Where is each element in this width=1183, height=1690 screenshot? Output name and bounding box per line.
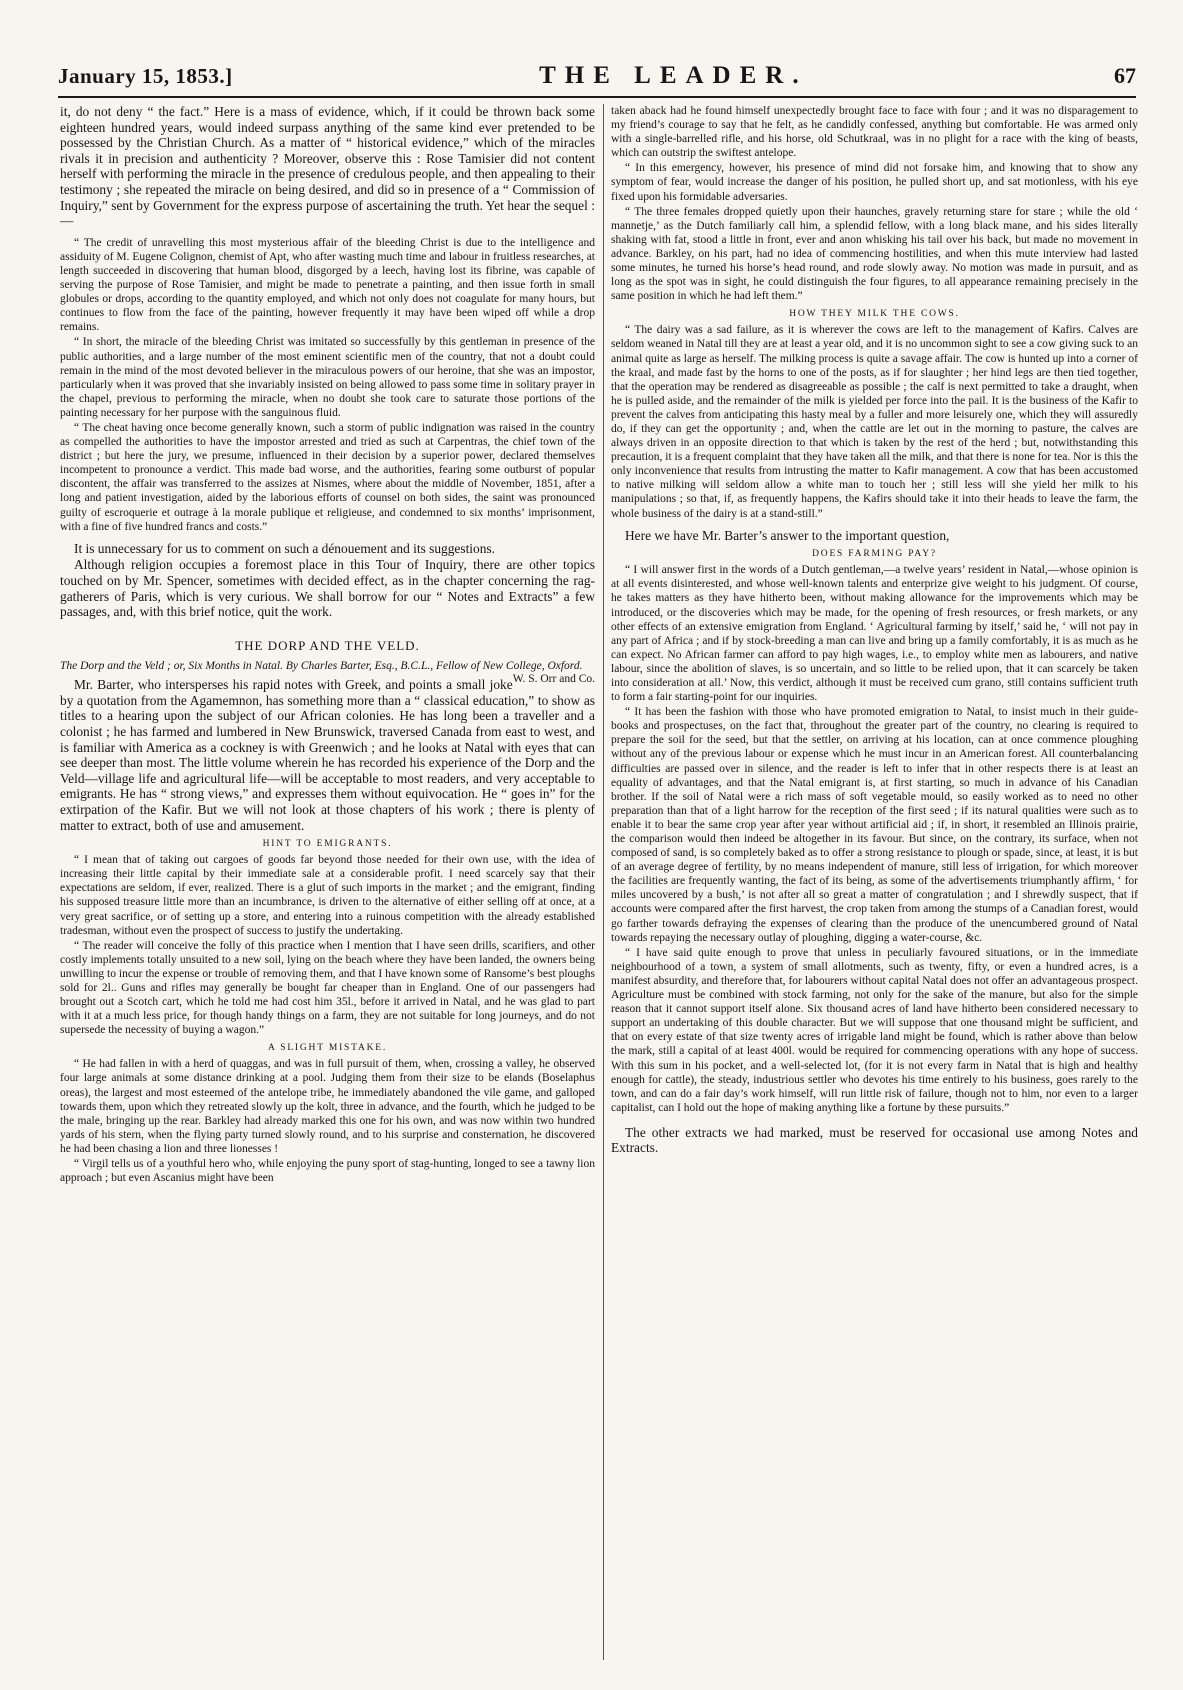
extract-paragraph: “ The three females dropped quietly upon their haunches, gravely returning stare for stare ; while the old ‘ mannetje,’ as the Dutch familiarly call him, a splendid fellow, with a long black mane, and his sides literally shaking with fat, stood a little in front, ever and anon whisking his tail over his back, but made no movement in advance. Barkley, on his part, had no idea of commencing hostilities, and when this mute interview had lasted some minutes, he turned his horse’s head round, and rode slowly away. No motion was made in pursuit, and as long as the spot was in sight, he could distinguish the four figures, to all appearance remaining precisely in the same position in which he had left them.” [611,205,1138,303]
extract-paragraph: taken aback had he found himself unexpectedly brought face to face with four ; and it was no disparagement to my friend’s courage to say that he felt, as he candidly confessed, anything but comfortable. He was armed only with a single-barrelled rifle, and his horse, old Schutkraal, was in no plight for a race with the king of beasts, which can outstrip the swiftest antelope. [611,105,1138,160]
comment-paragraph: Although religion occupies a foremost place in this Tour of Inquiry, there are other topics touched on by Mr. Spencer, sometimes with decided effect, as in the chapter concerning the rag-gatherers of Paris, which is very curious. We shall borrow for our “ Notes and Extracts” a few passages, and, with this brief notice, quit the work. [60,557,595,620]
quote-paragraph: “ The cheat having once become generally known, such a storm of public indignation was raised in the country as compelled the authorities to have the impostor arrested and tried as such at Carpentras, the chief town of the district ; but here the jury, we presume, influenced in their decision by a superior power, declared themselves incompetent to pronounce a verdict. This made bad worse, and the authorities, fearing some outburst of popular discontent, the affair was transferred to the assizes at Nismes, where about the middle of November, 1851, after a long and patient investigation, aided by the laborious efforts of counsel on both sides, the saint was pronounced guilty of escroquerie et outrage à la morale publique et religieuse, and condemned to six months’ imprisonment, with a fine of five hundred francs and costs.” [60,421,595,533]
left-column [60,104,595,1678]
extract-paragraph: “ I have said quite enough to prove that unless in peculiarly favoured situations, or in the immediate neighbourhood of a town, a system of small allotments, such as twenty, fifty, or even a hundred acres, is a manifest absurdity, and therefore that, for labourers without capital Natal does not offer an advantageous prospect. Agriculture must be combined with stock farming, not only for the sake of the manure, but also for the simple reason that it cannot support itself alone. Six thousand acres of land have hitherto been considered necessary to support an undertaking of this double character. But we will suppose that one thousand might be sufficient, and that on every estate of that size twenty acres of irrigable land might be found, which is rather above than below the mark, still a capital of at least 400l. would be required for commencing operations with any hope of success. With this sum in his pocket, and a well-selected lot, (for it is not every farm in Natal that is high and healthy enough for cattle), the steady, industrious settler who devotes his time entirely to his business, goes rarely to the town, and can do a fair day’s work himself, will run little risk of failure, though not to him, nor even to a larger capitalist, can I hold out the hope of making anything like a fortune by these pursuits.” [611,946,1138,1114]
comment-paragraph: It is unnecessary for us to comment on such a dénouement and its suggestions. [74,540,495,556]
right-column [611,104,1138,1678]
quote-paragraph: “ In short, the miracle of the bleeding Christ was imitated so successfully by this gentleman in presence of the public authorities, and a large number of the most eminent scientific men of the country, that not a doubt could remain in the mind of the most devoted believer in the miraculous powers of our heroine, that she was an impostor, particularly when it was proved that she invariably insisted on being allowed to pass some time in solitary prayer in the chapel, previous to performing the miracle, when no doubt she took care to saturate those portions of the painting necessary for her purpose with the sanguinous fluid. [60,336,595,419]
section-heading: HOW THEY MILK THE COWS. [789,309,960,320]
newspaper-title: THE LEADER. [539,62,808,89]
extract-paragraph: “ Virgil tells us of a youthful hero who, while enjoying the puny sport of stag-hunting, longed to see a tawny lion approach ; but even Ascanius might have been [60,1158,595,1185]
section-heading: A SLIGHT MISTAKE. [267,1043,388,1054]
closing-paragraph: The other extracts we had marked, must be reserved for occasional use among Notes and Extracts. [611,1124,1138,1156]
review-title: THE DORP AND THE VELD. [235,637,420,653]
extract-paragraph: “ It has been the fashion with those who have promoted emigration to Natal, to insist much in their guide-books and prospectuses, on the fact that, throughout the greater part of the country, no clearing is required to prepare the soil for the seed, but that the settler, on arriving at his location, can at once commence ploughing without any of the previous labour or expense which he must incur in an American forest. All counterbalancing difficulties are passed over in silence, and the reader is left to infer that in other respects there is at least an equality of advantages, and that the Natal emigrant is, at first starting, so much in advance of his Canadian brother. If the soil of Natal were a rich mass of soft vegetable mould, so easily worked as to need no other preparation than that of a light harrow for the reception of the first seed ; if its natural qualities were such as to enable it to bear the same crop year after year without artificial aid ; if, in short, it resembled an Illinois prairie, the comparison would then indeed be altogether in its favour. But since, on the contrary, its surface, when not composed of sand, is so completely baked as to offer a strong resistance to plough or spade, since, at least, it is but of an average degree of fertility, by no means independent of manure, still less of irrigation, for which moreover the facilities are frequently wanting, the fact of its being, as some of the advertisements triumphantly affirm, ‘ for miles uncovered by a bush,’ is not after all so great a matter of congratulation ; and I shrewdly suspect, that if accounts were compared after the first harvest, the crop taken from among the stumps of a Canadian forest, would go farther towards defraying the expenses of clearing than the produce of the unencumbered ground of Natal towards repaying the necessary outlay of ploughing, digging a water-course, &c. [611,706,1138,944]
column-divider [603,104,604,1660]
bibliography-line [60,659,595,686]
extract-paragraph: “ The reader will conceive the folly of this practice when I mention that I have seen drills, scarifiers, and other costly implements totally unsuited to a new soil, lying on the beach where they have been landed, the owners being unwilling to incur the expense or trouble of removing them, and that I have known some of Ransome’s best ploughs sold for 2l.. Guns and rifles may generally be bought far cheaper than in England. One of our passengers had brought out a Scotch cart, which he told me had cost him 35l., before it arrived in Natal, and he was glad to part with it at a much less price, for though handy things on a farm, they are not suitable for long journeys, and do not supersede the necessity of buying a wagon.” [60,939,595,1037]
masthead [58,56,1136,98]
page-number: 67 [1113,63,1136,88]
extract-paragraph: “ I will answer first in the words of a Dutch gentleman,—a twelve years’ resident in Natal,—whose opinion is at all events disinterested, and whose well-known talents and enterprize give weight to his judgment. Of course, he takes matters as they have hitherto been, without making allowance for the improvements which may be introduced, or the discoveries which may be made, for the opening of fresh resources, or fresh markets, or any other effects of an extensive emigration from England. ‘ Agricultural farming by itself,’ said he, ‘ will not pay in any part of Africa ; and if by stock-breeding a man can live and bring up a family comfortably, it is as much as he can expect. No African farmer can afford to pay high wages, i.e., to employ white men as labourers, and native labour, since the abolition of slaves, is so uncertain, and so little to be relied upon, that it can scarcely be taken into consideration at all.’ Now, this verdict, although it must be received cum grano, still contains sufficient truth to form a fair starting-point for our inquiries. [611,564,1138,704]
quote-paragraph: “ The credit of unravelling this most mysterious affair of the bleeding Christ is due to the intelligence and assiduity of M. Eugene Colignon, chemist of Apt, who after wasting much time and labour in fruitless researches, at length succeeded in discovering that human blood, disgorged by a leech, having lost its fibrine, was capable of serving the purpose of Rose Tamisier, and might be made to penetrate a painting, and then issue forth in small globules or drops, according to the quantity employed, and which not only does not coagulate for many hours, but continues to flow from the face of the painting, however frequently it may have been wiped off while a drop remains. [60,236,595,334]
intro-paragraph: it, do not deny “ the fact.” Here is a mass of evidence, which, if it could be thrown back some eighteen hundred years, would indeed surpass anything of the same kind ever pretended to be possessed by the Christian Church. As a matter of “ historical evidence,” which of the miracles rivals it in precision and authenticity ? Moreover, observe this : Rose Tamisier did not content herself with performing the miracle in the presence of credulous people, and then appealing to their testimony ; she repeated the miracle on being desired, and did so in presence of a “ Commission of Inquiry,” sent by Government for the express purpose of ascertaining the truth. Yet hear the sequel : — [60,104,595,229]
extract-paragraph: “ In this emergency, however, his presence of mind did not forsake him, and knowing that to show any symptom of fear, would increase the danger of his position, he pulled short up, and sat motionless, with his eye fixed upon his formidable adversaries. [611,162,1138,203]
book-citation: The Dorp and the Veld ; or, Six Months in Natal. By Charles Barter, Esq., B.C.L., Fellow of New College, Oxford. [60,659,583,672]
extract-paragraph: “ I mean that of taking out cargoes of goods far beyond those needed for their own use, with the idea of increasing their little capital by their immediate sale at a considerable profit. I need scarcely say that their expectations are seldom, if ever, realized. There is a glut of such imports in the market ; and the emigrant, finding his supposed treasure little more than an incumbrance, is driven to the alternative of either selling off at once, at a very great sacrifice, or of setting up a store, and entering into a ruinous competition with the already established tradesman, without even the prospect of success to justify the undertaking. [60,854,595,937]
issue-date: January 15, 1853.] [58,63,233,88]
section-heading: HINT TO EMIGRANTS. [262,839,393,850]
question-line: Here we have Mr. Barter’s answer to the important question, [625,527,950,543]
extract-paragraph: “ The dairy was a sad failure, as it is wherever the cows are left to the management of Kafirs. Calves are seldom weaned in Natal till they are at least a year old, and it is no uncommon sight to see a cow giving suck to an animal quite as large as herself. The milking process is quite a savage affair. The cow is hunted up into a corner of the kraal, and made fast by the horns to one of the posts, as if for slaughter ; her hind legs are then tied together, that the operation may be rendered as disagreeable as possible ; the calf is next permitted to take a draught, when he is pulled aside, and the remainder of the milk is yielded per force into the pail. It is the business of the Kafir to prevent the calves from anticipating this hasty meal by a fuller and more leisurely one, which they will assuredly do, if they can get the opportunity ; and, when the cattle are let out in the morning to pasture, the calves are always driven in an opposite direction to that which is taken by the rest of the herd ; but, notwithstanding this precaution, it is a frequent complaint that they have taken all the milk, and that there is none for tea. Nor is this the only inconvenience that results from intrusting the matter to Kafir management. A cow that has been accustomed to native milking will seldom allow a white man to touch her ; still less will she yield her milk to his manipulations ; so that, if, as frequently happens, the Kafirs should take it into their heads to leave the farm, the whole business of the dairy is at a stand-still.” [611,324,1138,520]
review-body: Mr. Barter, who intersperses his rapid notes with Greek, and points a small joke by a quotation from the Agamemnon, has something more than a “ classical education,” to show as titles to a hearing upon the subject of our African colonies. He has long been a traveller and a colonist ; he has farmed and lumbered in New Brunswick, traversed Canada from east to west, and is familiar with America as a cockney is with Greenwich ; and he looks at Natal with eyes that can see deeper than most. The little volume wherein he has recorded his experience of the Dorp and the Veld—village life and agricultural life—will be acceptable to most readers, and very acceptable to emigrants. He has “ strong views,” and expresses them without equivocation. He “ goes in” for the extirpation of the Kafir. But we will not look at those chapters of his work ; there is plenty of matter to extract, both of use and amusement. [60,677,595,833]
publisher: W. S. Orr and Co. [512,673,595,686]
extract-paragraph: “ He had fallen in with a herd of quaggas, and was in full pursuit of them, when, crossing a valley, he observed four large animals at some distance drinking at a pool. Judging them from their size to be elands (Boselaphus oreas), the largest and most esteemed of the antelope tribe, he immediately abandoned the vile game, and galloped towards them, upon which they retreated slowly up the kolt, three in advance, and the fourth, which he judged to be the male, bringing up the rear. Barkley had already marked this one for his own, and was now within two hundred yards of his stern, when the flying party turned slowly round, and to his surprise and consternation, he discovered he had been chasing a lion and three lionesses ! [60,1058,595,1155]
section-heading: DOES FARMING PAY? [812,549,937,560]
